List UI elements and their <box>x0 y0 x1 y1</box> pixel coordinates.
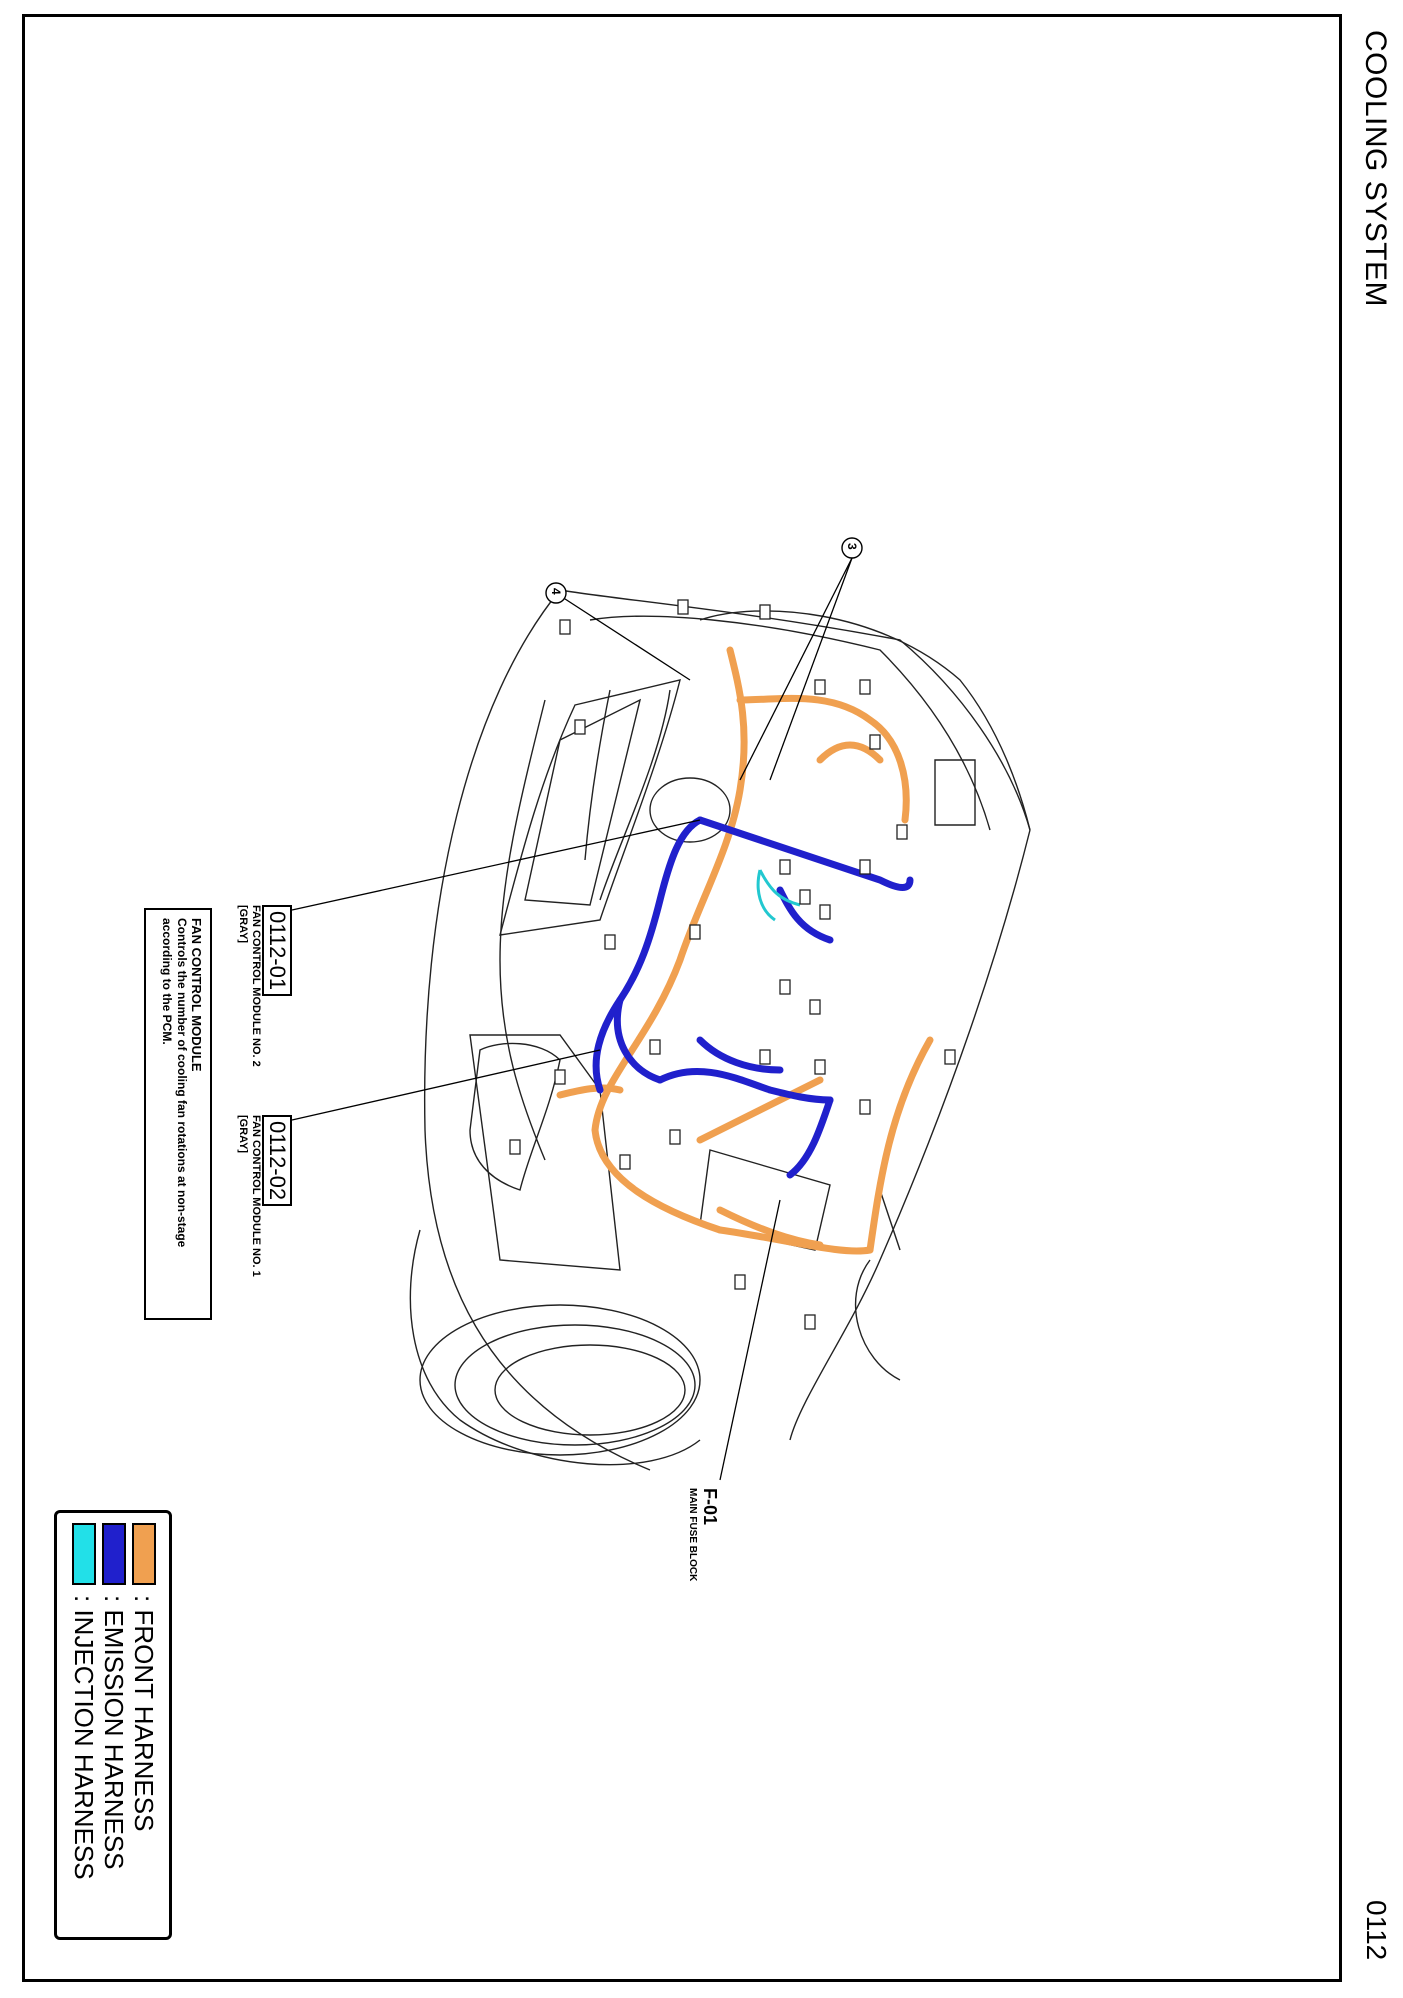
module-2-name: FAN CONTROL MODULE NO. 2 <box>250 905 262 1067</box>
page-title: COOLING SYSTEM <box>1359 30 1392 308</box>
module-2-label <box>236 905 292 1067</box>
front-harness-swatch <box>132 1523 156 1585</box>
fan-control-description <box>144 908 212 1320</box>
description-line-1: Controls the number of cooling fan rotations at non-stage <box>175 918 189 1248</box>
vehicle-outline <box>410 590 1030 1470</box>
emission-harness-swatch <box>102 1523 126 1585</box>
legend-injection-label: : INJECTION HARNESS <box>69 1595 100 1880</box>
module-1-color: [GRAY] <box>237 1115 249 1154</box>
legend-emission-label: : EMISSION HARNESS <box>99 1595 130 1870</box>
page-number: 0112 <box>1361 1900 1392 1961</box>
fuse-block-label <box>686 1488 720 1581</box>
module-2-color: [GRAY] <box>237 905 249 944</box>
legend-injection <box>69 1523 99 1927</box>
legend-emission <box>99 1523 129 1927</box>
callout-circles <box>546 538 862 603</box>
harness-legend <box>54 1510 172 1940</box>
module-2-code: 0112-01 <box>262 905 292 996</box>
legend-front-label: : FRONT HARNESS <box>129 1595 160 1832</box>
callout-4: 4 <box>549 588 563 595</box>
callout-3: 3 <box>845 543 859 550</box>
fuse-block-code: F-01 <box>700 1488 720 1526</box>
fuse-block-name: MAIN FUSE BLOCK <box>687 1488 698 1582</box>
description-line-2: according to the PCM. <box>160 918 174 1045</box>
module-1-label <box>236 1115 292 1277</box>
legend-front <box>129 1523 159 1927</box>
module-1-code: 0112-02 <box>262 1115 292 1206</box>
injection-harness-swatch <box>72 1523 96 1585</box>
module-1-name: FAN CONTROL MODULE NO. 1 <box>250 1115 262 1277</box>
description-title: FAN CONTROL MODULE <box>189 918 204 1072</box>
